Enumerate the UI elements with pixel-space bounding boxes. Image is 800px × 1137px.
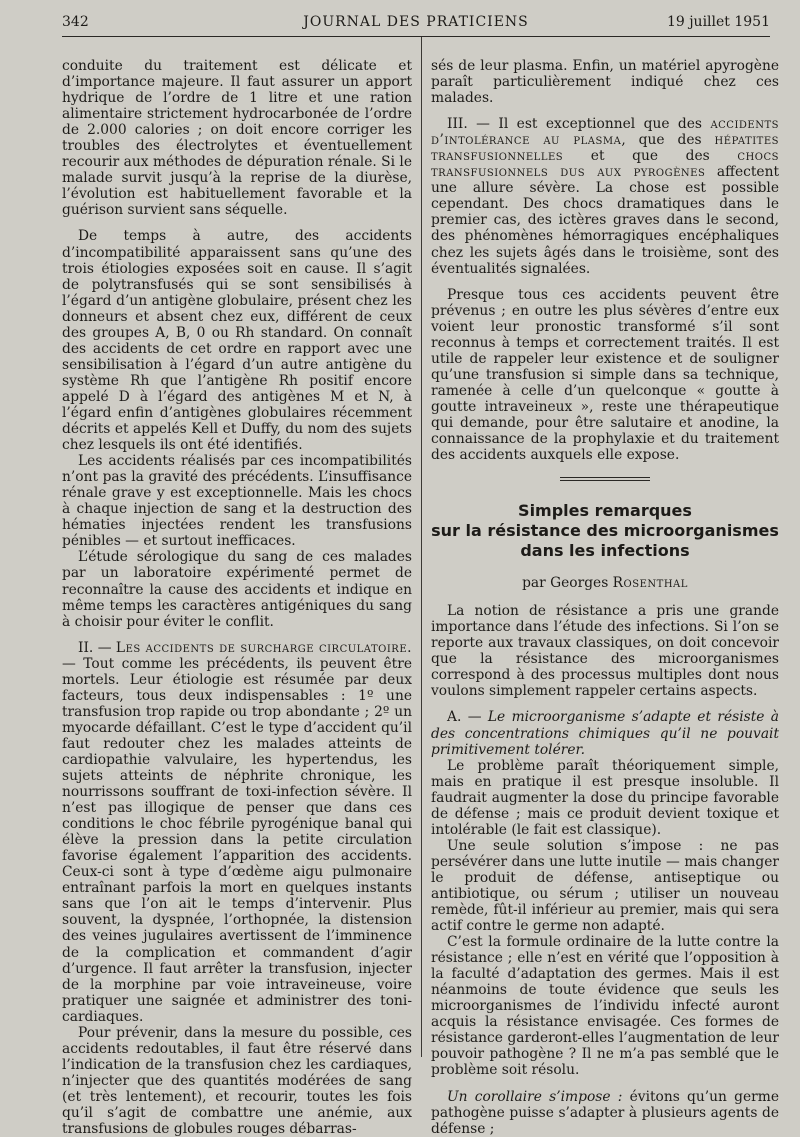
article-title-line: sur la résistance des microorganismes [431, 521, 779, 541]
paragraph: L’étude sérologique du sang de ces malades par un laboratoire expérimenté permet de reconnaître la cause des accidents et indique en même temps les caractères antigéniques du sang à choisir pour éviter le conflit. [62, 549, 412, 630]
paragraph: C’est la formule ordinaire de la lutte contre la résistance ; elle n’est en vérité que l’opposition à la faculté d’adaptation des germes. Mais il est néanmoins de toute évidence que seuls les microorganismes de l’individu infecté auront acquis la résistance envisagée. Ces formes de résistance garderont-elles l’augmentation de leur pouvoir pathogène ? Il ne m’a pas semblé que le problème soit résolu. [431, 934, 779, 1079]
paragraph: Une seule solution s’impose : ne pas persévérer dans une lutte inutile — mais changer le produit de défense, antiseptique ou antibiotique, ou sérum ; utiliser un nouveau remède, fût-il inférieur au premier, mais qui sera actif contre le germe non adapté. [431, 837, 779, 935]
header-rule [62, 36, 770, 37]
subsection-a-heading [431, 709, 779, 757]
right-column [431, 58, 779, 1137]
term: hépatites transfusionnelles [431, 132, 779, 165]
connector: , que des [621, 132, 715, 149]
subsection-number: A. — [447, 709, 488, 726]
connector: et que des [563, 148, 738, 165]
corollary-body: évitons qu’un germe pathogène puisse s’adapter à plusieurs agents de défense ; [431, 1088, 780, 1137]
article-title-line: Simples remarques [518, 501, 692, 521]
page-number: 342 [62, 14, 89, 30]
article-title [431, 501, 779, 561]
issue-date: 19 juillet 1951 [666, 14, 770, 30]
paragraph: De temps à autre, des accidents d’incompatibilité apparaissent sans qu’une des trois étiologies exposées soit en cause. Il s’agit de polytransfusés qui se sont sensibilisés à l’égard d’un antigène globulaire, présent chez les donneurs et absent chez eux, différent de ceux des groupes A, B, 0 ou Rh standard. On connaît des accidents de cet ordre en rapport avec une sensibilisation à l’égard d’un autre antigène du système Rh que l’antigène Rh positif encore appelé D à l’égard des antigènes M et N, à l’égard enfin d’antigènes globulaires récemment décrits et appelés Kell et Duffy, du nom des sujets chez lesquels ils ont été identifiés. [62, 228, 412, 454]
section-number: II. — [78, 639, 116, 656]
section-ii-paragraph [62, 640, 412, 1025]
term: chocs transfusionnels dus aux pyrogènes [431, 148, 779, 181]
byline [431, 575, 779, 591]
paragraph: Le problème paraît théoriquement simple, mais en pratique il est presque insoluble. Il faudrait augmenter la dose du principe favorable de défense ; mais ce produit devient toxique et intolérable (le fait est classique). [431, 757, 779, 838]
byline-prefix: par Georges [522, 575, 613, 592]
paragraph [431, 1089, 779, 1137]
section-iii-paragraph [431, 116, 779, 276]
paragraph: Presque tous ces accidents peuvent être prévenus ; en outre les plus sévères d’entre eux voient leur pronostic transformé s’il sont reconnus à temps et correctement traités. Il est utile de rappeler leur existence et de souligner qu’une transfusion si simple dans sa technique, ramenée à celle d’un quelconque « goutte à goutte intraveineux », reste une thérapeutique qui demande, pour être salutaire et anodine, la connaissance de la prophylaxie et du traitement des accidents auxquels elle expose. [431, 286, 779, 464]
left-column [62, 58, 412, 1137]
journal-title: JOURNAL DES PRATICIENS [303, 14, 529, 30]
section-lead: III. — Il est exceptionnel que des [447, 116, 711, 133]
term: accidents d’intolérance au plasma [431, 116, 779, 149]
section-heading: Les accidents de surcharge circulatoire. [115, 639, 413, 656]
column-divider [421, 37, 422, 1057]
section-body: affectent une allure sévère. La chose est possible cependant. Des chocs dramatiques dans le premier cas, des ictères graves dans le second, des phénomènes hémorragiques encéphaliques chez les sujets âgés dans le troisième, sont des éventualités signalées. [431, 164, 779, 277]
paragraph: La notion de résistance a pris une grande importance dans l’étude des infections. Si l’on se reporte aux travaux classiques, on doit concevoir que la résistance des microorganismes correspond à des processus multiples dont nous voulons simplement rappeler certains aspects. [431, 603, 779, 700]
article-title-line: dans les infections [520, 541, 690, 561]
corollary-label: Un corollaire s’impose : [447, 1088, 623, 1105]
paragraph: conduite du traitement est délicate et d’importance majeure. Il faut assurer un apport hydrique de l’ordre de 1 litre et une ration alimentaire strictement hydrocarbonée de l’ordre de 2.000 calories ; on doit encore corriger les troubles des électrolytes et éventuellement recourir aux méthodes de dépuration rénale. Si le malade survit jusqu’à la reprise de la diurèse, l’évolution est habituellement favorable et la guérison survient sans séquelle. [62, 58, 412, 219]
subsection-statement: Le microorganisme s’adapte et résiste à des concentrations chimiques qu’il ne pouvait primitivement tolérer. [431, 709, 779, 758]
paragraph: sés de leur plasma. Enfin, un matériel apyrogène paraît particulièrement indiqué chez ces malades. [431, 58, 779, 107]
article-separator-rule [560, 477, 650, 481]
paragraph: Pour prévenir, dans la mesure du possible, ces accidents redoutables, il faut être réservé dans l’indication de la transfusion chez les cardiaques, n’injecter que des quantités modérées de sang (et très lentement), et recourir, toutes les fois qu’il s’agit de combattre une anémie, aux transfusions de globules rouges débarras- [62, 1024, 412, 1137]
author-name: Rosenthal [612, 575, 688, 592]
section-body: — Tout comme les précédents, ils peuvent être mortels. Leur étiologie est résumée par deux facteurs, tous deux indispensables : 1º une transfusion trop rapide ou trop abondante ; 2º un myocarde défaillant. C’est le type d’accident qu’il faut redouter chez les malades atteints de cardiopathie valvulaire, les hypertendus, les sujets atteints de néphrite chronique, les nourrissons souffrant de toxi-infection sévère. Il n’est pas illogique de penser que dans ces conditions le choc fébrile pyrogénique banal qui élève la pression dans la petite circulation favorise également l’apparition des accidents. Ceux-ci sont à type d’œdème aigu pulmonaire entraînant parfois la mort en quelques instants sans que l’on ait le temps d’intervenir. Plus souvent, la dyspnée, l’orthopnée, la distension des veines jugulaires avertissent de l’imminence de la complication et commandent d’agir d’urgence. Il faut arrêter la transfusion, injecter de la morphine par voie intraveineuse, voire pratiquer une saignée et administrer des toni-cardiaques. [62, 655, 412, 1025]
paragraph: Les accidents réalisés par ces incompatibilités n’ont pas la gravité des précédents. L’insuffisance rénale grave y est exceptionnelle. Mais les chocs à chaque injection de sang et la destruction des hématies injectées rendent les transfusions pénibles — et surtout inefficaces. [62, 453, 412, 550]
